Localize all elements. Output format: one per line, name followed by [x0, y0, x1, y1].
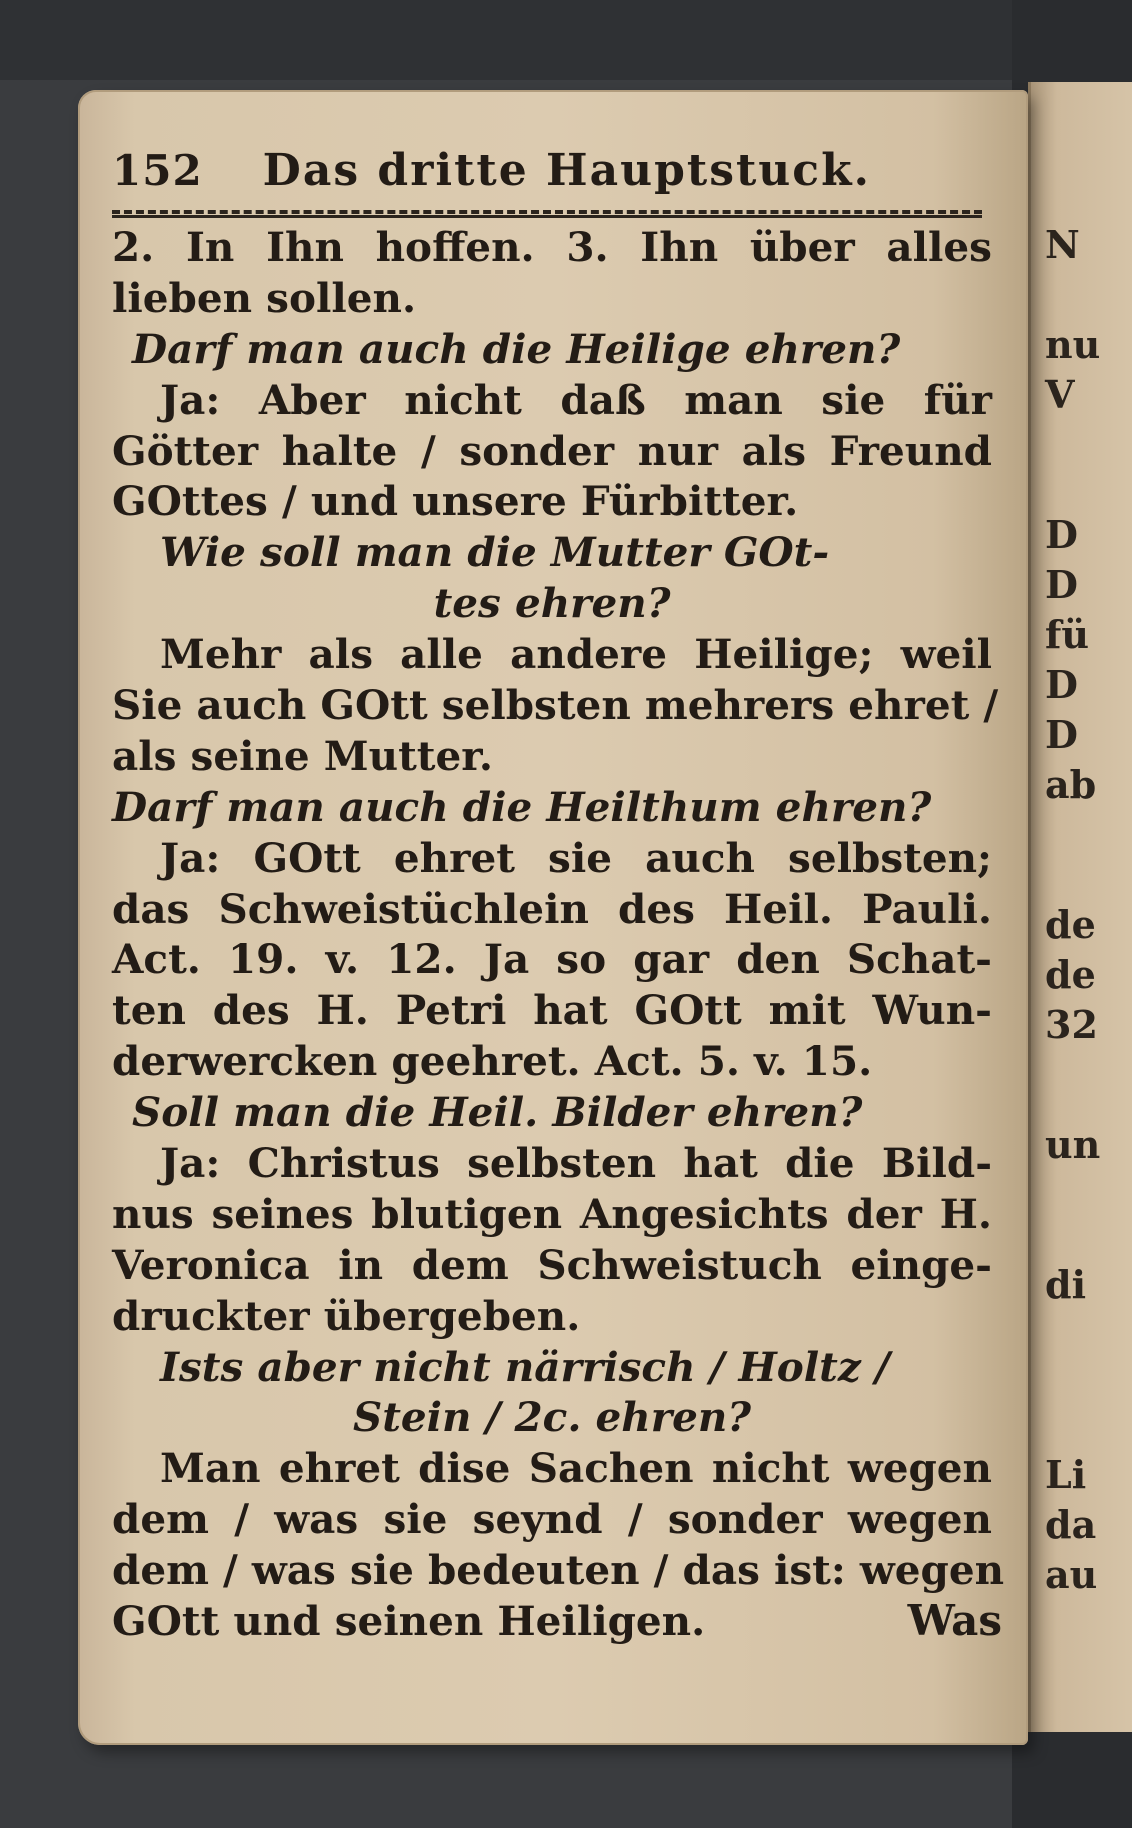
facing-fragment: 32: [1045, 1002, 1098, 1047]
text-line: 2. In Ihn hoffen. 3. Ihn über alles: [112, 223, 992, 271]
facing-fragment: D: [1045, 662, 1078, 707]
question-line: Darf man auch die Heilige ehren?: [132, 324, 901, 373]
catchword: Was: [907, 1596, 1002, 1645]
text-line: GOtt und seinen Heiligen.: [112, 1597, 706, 1646]
text-line: derwercken geehret. Act. 5. v. 15.: [112, 1037, 873, 1086]
question-line: Darf man auch die Heilthum ehren?: [112, 782, 932, 831]
question-line: Wie soll man die Mutter GOt-: [160, 528, 830, 577]
text-line: Sie auch GOtt selbsten mehrers ehret /: [112, 681, 999, 730]
facing-fragment: D: [1045, 562, 1078, 607]
text-line: ten des H. Petri hat GOtt mit Wun-: [112, 986, 992, 1035]
facing-fragment: N: [1045, 222, 1080, 267]
background-top: [0, 0, 1132, 80]
facing-fragment: ab: [1045, 762, 1097, 807]
text-line: GOttes / und unsere Fürbitter.: [112, 477, 799, 526]
text-line: lieben sollen.: [112, 273, 417, 322]
page-header: [112, 145, 982, 196]
text-line: Man ehret dise Sachen nicht wegen: [160, 1444, 992, 1493]
text-line: Veronica in dem Schweistuch einge-: [112, 1240, 992, 1289]
question-line: tes ehren?: [433, 579, 671, 628]
text-line: das Schweistüchlein des Heil. Pauli.: [112, 884, 992, 933]
page-body: [112, 222, 1005, 1647]
question-line: Stein / 2c. ehren?: [352, 1393, 752, 1442]
text-line: Act. 19. v. 12. Ja so gar den Schat-: [112, 935, 992, 984]
text-line: dem / was sie seynd / sonder wegen: [112, 1495, 992, 1544]
facing-fragment: de: [1045, 952, 1096, 997]
facing-fragment: Li: [1045, 1452, 1087, 1497]
facing-page-edge: [1028, 82, 1132, 1732]
facing-fragment: D: [1045, 712, 1078, 757]
text-line: Ja: Aber nicht daß man sie für: [160, 375, 992, 424]
text-line: Mehr als alle andere Heilige; weil: [160, 630, 992, 679]
text-line: druckter übergeben.: [112, 1291, 581, 1340]
text-line: nus seines blutigen Angesichts der H.: [112, 1189, 992, 1238]
facing-fragment: un: [1045, 1122, 1101, 1167]
text-line: Ja: GOtt ehret sie auch selbsten;: [160, 833, 992, 882]
page-number: 152: [112, 146, 203, 195]
facing-fragment: de: [1045, 902, 1096, 947]
facing-fragment: nu: [1045, 322, 1101, 367]
facing-fragment: fü: [1045, 612, 1089, 657]
question-line: Ists aber nicht närrisch / Holtz /: [160, 1342, 890, 1391]
facing-fragment: V: [1045, 372, 1075, 417]
facing-fragment: da: [1045, 1502, 1097, 1547]
facing-fragment: D: [1045, 512, 1078, 557]
text-line: Götter halte / sonder nur als Freund: [112, 426, 992, 475]
running-title: Das dritte Hauptstuck.: [262, 145, 871, 196]
text-line: als seine Mutter.: [112, 731, 493, 780]
facing-fragment: au: [1045, 1552, 1098, 1597]
text-line: Ja: Christus selbsten hat die Bild-: [160, 1139, 992, 1188]
facing-fragment: di: [1045, 1262, 1087, 1307]
question-line: Soll man die Heil. Bilder ehren?: [132, 1088, 863, 1137]
header-rule: [112, 210, 982, 218]
text-line: dem / was sie bedeuten / das ist: wegen: [112, 1546, 1005, 1595]
